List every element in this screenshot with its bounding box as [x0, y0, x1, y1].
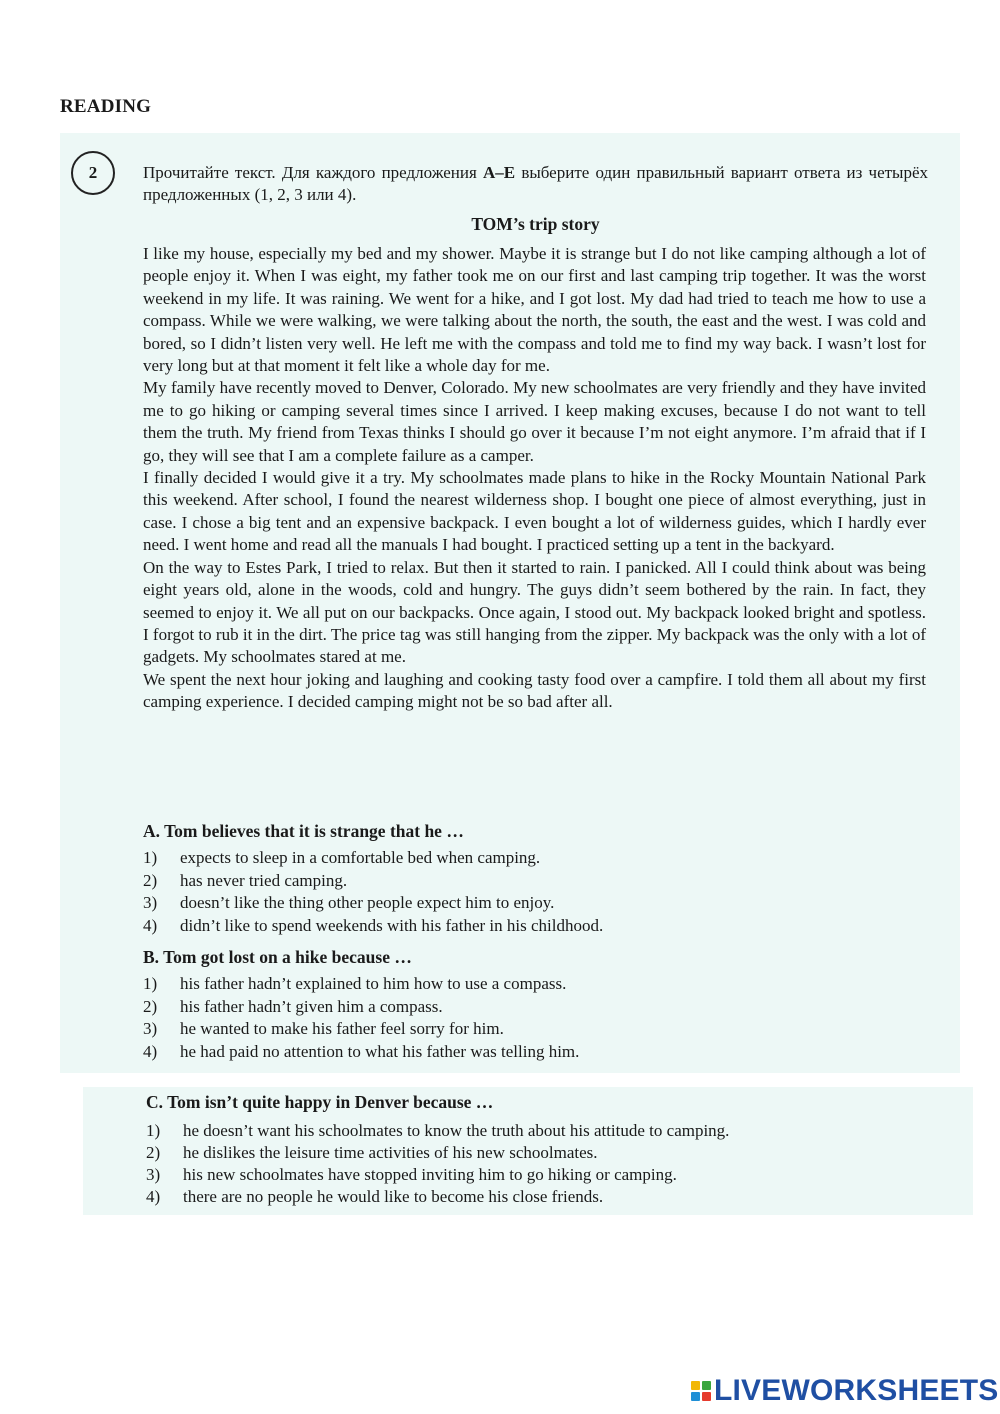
story-paragraph: I finally decided I would give it a try. My schoolmates made plans to hike in the Rocky Mountain National Park this weekend. After school, I found the nearest wilderness shop. I bought one piece of almost everything, just in case. I chose a big tent and an expensive backpack. I even bought a lot of wilderness guides, which I hardly ever need. I went home and read all the manuals I had bought. I practiced setting up a tent in the backyard.: [143, 468, 926, 555]
option-text: expects to sleep in a comfortable bed when camping.: [180, 848, 541, 867]
logo-square: [691, 1381, 700, 1390]
section-heading: READING: [60, 96, 152, 117]
option-text: has never tried camping.: [180, 870, 348, 890]
answer-option[interactable]: [143, 892, 933, 915]
story-paragraph: My family have recently moved to Denver, Colorado. My new schoolmates are very friendly and they have invited me to go hiking or camping several times since I arrived. I keep making excuses, because I do not want to tell them the truth. My friend from Texas thinks I should go over it because I’m not eight anymore. I’m afraid that if I go, they will see that I am a complete failure as a camper.: [143, 378, 926, 465]
option-number: 2): [143, 870, 158, 890]
answer-option[interactable]: [143, 1018, 933, 1041]
option-text: doesn’t like the thing other people expect him to enjoy.: [180, 893, 555, 912]
question-title: C. Tom isn’t quite happy in Denver because …: [146, 1092, 494, 1112]
instruction-text-2: выберите один правильный вариант ответа из четырёх предложенных (1, 2, 3 или 4).: [143, 163, 929, 204]
option-number: 1): [143, 848, 158, 867]
option-number: 2): [143, 996, 158, 1016]
option-number: 3): [143, 1019, 158, 1038]
question-a: [143, 819, 933, 937]
option-text: he dislikes the leisure time activities of his new schoolmates.: [183, 1143, 598, 1162]
option-text: he wanted to make his father feel sorry for him.: [180, 1019, 504, 1038]
task-instruction: [143, 162, 928, 206]
option-number: 2): [146, 1143, 161, 1162]
option-text: his new schoolmates have stopped inviting him to go hiking or camping.: [183, 1165, 677, 1184]
logo-square: [702, 1381, 711, 1390]
story-text: [143, 243, 926, 714]
liveworksheets-logo[interactable]: [691, 1374, 999, 1408]
logo-square: [702, 1392, 711, 1401]
instruction-bold: A–E: [483, 163, 516, 182]
option-number: 4): [143, 1041, 158, 1061]
option-text: his father hadn’t given him a compass.: [180, 996, 443, 1016]
answer-option[interactable]: [143, 1041, 933, 1064]
logo-square: [691, 1392, 700, 1401]
option-number: 4): [146, 1187, 161, 1206]
logo-text: LIVEWORKSHEETS: [714, 1374, 999, 1407]
answer-option[interactable]: [143, 870, 933, 893]
question-b: [143, 945, 933, 1063]
answer-option[interactable]: [146, 1120, 936, 1142]
story-paragraph: We spent the next hour joking and laughing and cooking tasty food over a campfire. I told them all about my first camping experience. I decided camping might not be so bad after all.: [143, 669, 926, 712]
option-text: didn’t like to spend weekends with his father in his childhood.: [180, 915, 604, 935]
answer-option[interactable]: [146, 1164, 936, 1186]
question-title: B. Tom got lost on a hike because …: [143, 947, 412, 967]
option-number: 4): [143, 915, 158, 935]
answer-option[interactable]: [143, 847, 933, 870]
answer-option[interactable]: [143, 973, 933, 996]
option-number: 3): [143, 893, 158, 912]
option-text: he had paid no attention to what his father was telling him.: [180, 1041, 580, 1061]
task-number-badge: [71, 151, 115, 195]
story-title: TOM’s trip story: [471, 214, 600, 234]
option-number: 1): [143, 974, 158, 993]
answer-option[interactable]: [146, 1186, 936, 1208]
option-text: his father hadn’t explained to him how to use a compass.: [180, 974, 567, 993]
answer-option[interactable]: [143, 996, 933, 1019]
option-text: he doesn’t want his schoolmates to know the truth about his attitude to camping.: [183, 1121, 730, 1140]
task-number: 2: [88, 163, 98, 182]
instruction-text-1: Прочитайте текст. Для каждого предложения: [143, 163, 477, 182]
question-title: A. Tom believes that it is strange that he …: [143, 821, 464, 841]
option-text: there are no people he would like to become his close friends.: [183, 1187, 604, 1206]
option-number: 3): [146, 1165, 161, 1184]
answer-option[interactable]: [143, 915, 933, 938]
story-paragraph: On the way to Estes Park, I tried to relax. But then it started to rain. I panicked. All I could think about was being eight years old, alone in the woods, cold and hungry. The guys didn’t seem bothered by the rain. In fact, they seemed to enjoy it. We all put on our backpacks. Once again, I stood out. My backpack looked bright and spotless. I forgot to rub it in the dirt. The price tag was still hanging from the zipper. My backpack was the only with a lot of gadgets. My schoolmates stared at me.: [143, 557, 926, 667]
answer-option[interactable]: [146, 1142, 936, 1164]
option-number: 1): [146, 1121, 161, 1140]
question-c: [146, 1090, 936, 1208]
logo-squares-icon: [691, 1381, 711, 1401]
story-paragraph: I like my house, especially my bed and my shower. Maybe it is strange but I do not like camping although a lot of people enjoy it. When I was eight, my father took me on our first and last camping trip together. It was the worst weekend in my life. It was raining. We went for a hike, and I got lost. My dad had tried to teach me how to use a compass. While we were walking, we were talking about the north, the south, the east and the west. I was cold and bored, so I didn’t listen very well. He left me with the compass and told me to find my way back. I wasn’t lost for very long but at that moment it felt like a whole day for me.: [143, 244, 926, 376]
